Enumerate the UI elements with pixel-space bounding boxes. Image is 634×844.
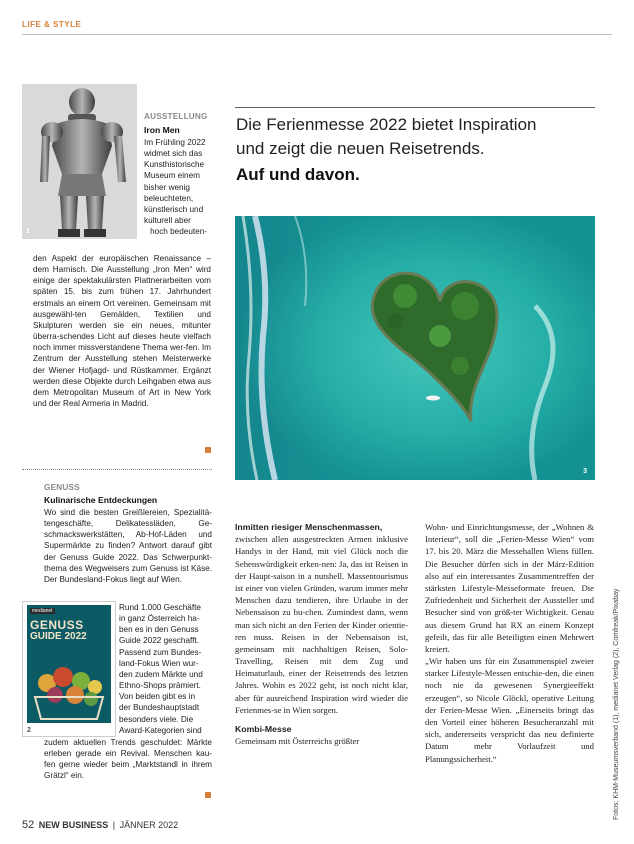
end-mark (205, 792, 211, 798)
article-col2-paragraph-2: „Wir haben uns für ein Zusammenspiel zweier starker Lifestyle-Messen entschie-den, die einen noch nie da gewesenen Synergieeffekt erzeugen“, so Nicole Glöckl, operative Leitung der Ferien-Messe Wien. „Einerseits bringt das den Vorteil einer höheren Besucheranzahl mit sich, andererseits verspricht das neu definierte Datum mehr Vorlaufzeit und Planungssicherheit.“ (425, 656, 594, 764)
book-title-line1: GENUSS (30, 618, 84, 632)
exhibition-line: künstlerisch und (144, 204, 204, 214)
article-col2-paragraph: Wohn- und Einrichtungsmesse, der „Wohnen & Interieur“, soll die „Ferien-Messe Wien“ vom 17. bis 20. März die Messehallen Wiens füllen. Die Besucher dürfen sich in der März-Edition also auf ein interessantes Zusammentreffen der stärksten Lifestyle-Messeformate freuen. Die Zufriedenheit und Sicherheit der Aussteller und Besucher sind von größ-ter Wichtigkeit. Genau aus diesem Grund hat RX an einem Konzept gefeilt, das für alle Beteiligten einen Mehrwert kreiert. (425, 522, 594, 654)
footer-separator: | (112, 820, 116, 830)
exhibition-wide-text: den Aspekt der europäischen Renaissance – dem Harnisch. Die Ausstellung „Iron Men“ wird einige der spektakulärsten Plattnerarbeiten vom späten 15. bis zum frühen 17. Jahrhundert erstmals an einem Ort vereinen. Gemeinsam mit ausgewähl-ten Gemälden, Textilien und Skulpturen werden sie ein neues, mitunter überra-schendes Licht auf dieses heute vielfach noch immer missverstandene Thema wer-fen. Im Zentrum der Ausstellung stehen Meisterwerke der Wiener Hofjagd- und Rüstkammer. Ergänzt werden diese Objekte durch Leihgaben etwa aus dem Metropolitan Museum of Art in New York und der Real Armeria in Madrid. (33, 254, 211, 409)
exhibition-line: hoch bedeuten- (150, 227, 207, 237)
book-publisher: medianet (32, 608, 53, 614)
deck-line2: und zeigt die neuen Reisetrends. (236, 139, 485, 158)
exhibition-line: Kunsthistorische (144, 160, 205, 170)
exhibition-title: Iron Men (144, 125, 180, 135)
sidebar-divider (22, 469, 212, 470)
heart-island-photo (235, 216, 595, 480)
exhibition-line: widmet sich das (144, 149, 203, 159)
exhibition-line: kulturell aber (144, 216, 191, 226)
genuss-wide-text: zudem aktuellen Trends geschuldet: Märkte erleben gerade ein Revival. Menschen kau-fen gerne wieder beim „Marktstandl in ihrem Grätzl“ ein. (44, 738, 212, 781)
article-lead: Inmitten riesiger Menschenmassen, (235, 522, 383, 532)
photo-credit: Fotos: KHM-Museumsverband (1), medianet Verlag (2), Comfreak/Pixabay (613, 588, 620, 820)
genuss-line: Ethno-Shops prämiert. (119, 681, 201, 691)
page-number: 52 (22, 819, 35, 831)
genuss-line: den zudem Märkte und (119, 669, 203, 679)
genuss-kicker: GENUSS (44, 483, 80, 492)
magazine-name: NEW BUSINESS (38, 820, 109, 830)
article-col1-paragraph-2: Gemeinsam mit Österreichs größter (235, 736, 360, 747)
genuss-line: Von beiden gibt es in (119, 692, 196, 702)
exhibition-kicker: AUSSTELLUNG (144, 112, 208, 121)
headline-rule (235, 107, 595, 108)
genuss-line: in ganz Österreich ha- (119, 614, 200, 624)
genuss-line: ben es in den Genuss (119, 625, 199, 635)
section-label: LIFE & STYLE (22, 20, 82, 29)
end-mark (205, 447, 211, 453)
exhibition-narrow-text (144, 137, 216, 237)
image-number-1: 1 (26, 228, 30, 235)
heart-island-image (235, 216, 595, 480)
header-rule (22, 34, 612, 35)
genuss-line: Passend zum Bundes- (119, 647, 202, 657)
genuss-line: Rund 1.000 Geschäfte (119, 603, 201, 612)
footer (22, 819, 178, 831)
genuss-line: Award-Kategorien sind (119, 725, 202, 735)
image-number-2: 2 (27, 727, 31, 734)
exhibition-line: Im Frühling 2022 (144, 138, 206, 147)
exhibition-line: beleuchteten, (144, 193, 194, 203)
article-column-2 (425, 521, 594, 765)
book-cover (27, 605, 111, 723)
headline-deck (236, 113, 537, 161)
article-column-1 (235, 521, 408, 747)
article-subhead: Kombi-Messe (235, 724, 292, 734)
genuss-intro-text: Wo sind die besten Greißlereien, Spezialitä-tengeschäfte, Delikatessläden, Ge-schmackswerkstätten, Ab-Hof-Läden und Supermärkte zu finden? Antwort darauf gibt der Genuss Guide 2022. Das Schwerpunkt-thema des Wegweisers zum Genuss ist Käse. Der Bundesland-Fokus liegt auf Wien. (44, 508, 212, 584)
article-col1-paragraph: zwischen allen ausgestreckten Armen inklusive Handys in der Hand, mit viel Glück noch die Sehenswürdigkeit erken-nen: Ja, das ist Reisen in der Haupt-saison in a nutshell. Massentourismus ist einer von vielen Gründen, warum immer mehr Menschen dazu tendieren, ihre Urlaube in der Nebensaison zu bu-chen. Zumindest dann, wenn man sich nicht an den Ferien der Kinder orientie-ren muss. Reisen in der Nebensaison ist, gemeinsam mit nachhaltigen Reisen, Solo-Travelling, Reisen mit dem Zug und Heimaturlaub, einer der Reisetrends des letzten Jahres. Wohin es 2022 geht, ist noch nicht klar, aber für ausreichend Inspiration wird wieder die Ferienmes-se in Wien sorgen. (235, 534, 408, 715)
food-basket-illustration (29, 655, 109, 721)
exhibition-line: Museum einem (144, 171, 200, 181)
genuss-line: der Bundeshauptstadt (119, 703, 200, 713)
headline-title: Auf und davon. (236, 165, 360, 184)
genuss-line: land-Fokus Wien wur- (119, 658, 199, 668)
exhibition-line: bisher wenig (144, 182, 190, 192)
genuss-guide-image (22, 601, 116, 737)
deck-line1: Die Ferienmesse 2022 bietet Inspiration (236, 115, 537, 134)
genuss-title: Kulinarische Entdeckungen (44, 495, 158, 505)
armor-figure (22, 84, 137, 239)
book-title-line2: GUIDE 2022 (30, 631, 87, 642)
image-number-3: 3 (583, 468, 587, 475)
genuss-line: Guide 2022 geschafft. (119, 636, 199, 646)
issue-date: JÄNNER 2022 (119, 820, 179, 830)
genuss-line: besonders viele. Die (119, 714, 194, 724)
armor-image (22, 84, 137, 239)
genuss-narrow-text (119, 602, 211, 736)
